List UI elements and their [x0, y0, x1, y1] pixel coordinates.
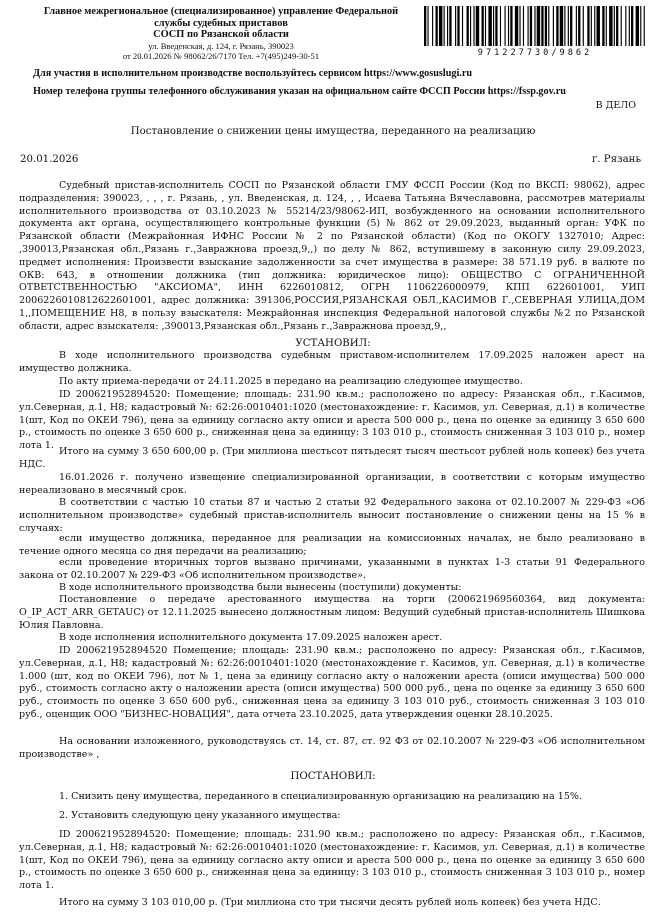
postanovil-heading: ПОСТАНОВИЛ:: [290, 771, 376, 782]
agency-name-line1: Главное межрегиональное (специализированное) управление Федеральной: [43, 6, 399, 17]
paragraph-arrest: В ходе исполнительного производства судебным приставом-исполнителем 17.09.2025 наложен арест на имущество должника.: [19, 350, 645, 374]
outgoing-number: от 20.01.2026 № 98062/26/7170 Тел. +7(495)249-30-51: [122, 50, 320, 61]
resolution-property-price: ID 200621952894520: Помещение; площадь: 231.90 кв.м.; расположено по адресу: Рязанская обл., г.Касимов, ул.Северная, д.1, Н8; кадастровый №: 62:26:0010401:1020 (местонахождение: г. Касимов, ул. Северная, д.1) в количестве 1(шт, Код по ОКЕИ 796), цена за единицу согласно акту описи и ареста 500 000 р., цена по оценке за единицу 3 650 600 р., стоимость по оценке 3 650 600 р., сниженная цена за единицу: 3 103 010 р., стоимость сниженная 3 103 010 р., номер лота 1.: [19, 829, 645, 892]
paragraph-notice-received: 16.01.2026 г. получено извещение специализированной организации, в соответствии с которым имущество нереализовано в месячный срок.: [19, 472, 645, 496]
to-file-stamp: В ДЕЛО: [595, 100, 636, 111]
paragraph-grounds: На основании изложенного, руководствуясь ст. 14, ст. 87, ст. 92 ФЗ от 02.10.2007 № 229-ФЗ «Об исполнительном производстве» ,: [19, 736, 645, 760]
paragraph-transfer-act: По акту приема-передачи от 24.11.2025 в передано на реализацию следующее имущество.: [59, 376, 523, 387]
resolution-item-2: 2. Установить следующую цену указанного имущества:: [59, 810, 341, 821]
barcode-number: 971227730/9862: [477, 48, 593, 58]
agency-address: ул. Введенская, д. 124, г. Рязань, 390023: [148, 40, 294, 51]
paragraph-property-item-2: ID 200621952894520 Помещение; площадь: 231.90 кв.м.; расположено по адресу: Рязанская обл., г.Касимов, ул.Северная, д.1, Н8; кадастровый №: 62:26:0010401:1020 (местонахождение г. Касимов, ул. Северная, д.1) в количестве 1.000 (шт, код по ОКЕИ 796), лот № 1, цена за единицу согласно акту о наложении ареста (описи имущества) 500 000 руб., стоимость согласно акту о наложении ареста (описи имущества) 500 000 руб., цена по оценке за единицу 3 650 600 руб., стоимость по оценке 3 650 600 руб., сниженная цена за единицу 3 103 010 руб., стоимость сниженная 3 103 010 руб., оценщик ООО "БИЗНЕС-НОВАЦИЯ", дата отчета 23.10.2025, дата утверждения оценки 28.10.2025.: [19, 645, 645, 720]
paragraph-legal-basis: В соответствии с частью 10 статьи 87 и частью 2 статьи 92 Федерального закона от 02.10.2007 № 229-ФЗ «Об исполнительном производстве» судебный пристав-исполнитель выносит постановление о снижении цены на 15 % в случаях:: [19, 497, 645, 534]
paragraph-total-before: Итого на сумму 3 650 600,00 р. (Три миллиона шестьсот пятьдесят тысяч шестьсот рублей ноль копеек) без учета НДС.: [19, 446, 645, 470]
resolution-item-1: 1. Снизить цену имущества, переданного в специализированную организацию на реализацию на 15%.: [59, 791, 583, 802]
document-city: г. Рязань: [591, 154, 641, 165]
paragraph-property-item: ID 200621952894520: Помещение; площадь: 231.90 кв.м.; расположено по адресу: Рязанская обл., г.Касимов, ул.Северная, д.1, Н8; кадастровый №: 62:26:0010401:1020 (местонахождение: г. Касимов, ул. Северная, д.1) в количестве 1(шт, Код по ОКЕИ 796), цена за единицу согласно акту описи и ареста 500 000 р., цена по оценке за единицу 3 650 600 р., стоимость по оценке 3 650 600 р., сниженная цена за единицу: 3 103 010 р., стоимость сниженная 3 103 010 р., номер лота 1.: [19, 389, 645, 452]
paragraph-auction-decree: Постановление о передаче арестованного имущества на торги (200621969560364, вид документа: O_IP_ACT_ARR_GETAUC) от 12.11.2025 вынесено должностным лицом: Ведущий судебный пристав-исполнитель Шишкова Юлия Павловна.: [19, 594, 645, 631]
paragraph-case-1: если имущество должника, переданное для реализации на комиссионных началах, не было реализовано в течение одного месяца со дня передачи на реализацию;: [19, 533, 645, 557]
intro-paragraph: Судебный пристав-исполнитель СОСП по Рязанской области ГМУ ФССП России (Код по ВКСП: 98062), адрес подразделения: 390023, , , , г. Рязань, , ул. Введенская, д. 124, , , Исаева Татьяна Вячеславовна, рассмотрев материалы исполнительного производства от 03.10.2023 № 55214/23/98062-ИП, возбужденного на основании исполнительного документа акт органа, осуществляющего контрольные функции (5) № 862 от 29.09.2023, выданный орган: УФК по Рязанской области (Межрайонная ИФНС России № 2 по Рязанской области) (Код по ОКОГУ 1327010; Адрес: ,390013,Рязанская обл.,Рязань г.,Завражнова проезд,9,,) по делу № 862, вступившему в законную силу 29.09.2023, предмет исполнения: Произвести взыскание задолженности за счет имущества в размере: 38 571.19 руб. в валюте по ОКВ: 643, в отношении должника (тип должника: юридическое лицо): ОБЩЕСТВО С ОГРАНИЧЕННОЙ ОТВЕТСТВЕННОСТЬЮ "АКСИОМА", ИНН 6226010812, ОГРН 1106226000979, КПП 622601001, УИП 2006226010812622601001, адрес должника: 391306,РОССИЯ,РЯЗАНСКАЯ ОБЛ.,КАСИМОВ Г.,СЕВЕРНАЯ УЛИЦА,ДОМ 1,,ПОМЕЩЕНИЕ Н8, в пользу взыскателя: Межрайонная инспекция Федеральной налоговой службы №2 по Рязанской области, адрес взыскателя: ,390013,Рязанская обл.,Рязань г.,Завражнова проезд,9,,: [19, 180, 645, 332]
document-date: 20.01.2026: [20, 154, 79, 165]
gosuslugi-notice: Для участия в исполнительном производстве воспользуйтесь сервисом https://www.gosuslugi.ru: [33, 68, 473, 79]
paragraph-case-2: если проведение вторичных торгов вызвано причинами, указанными в пунктах 1-3 статьи 91 Федерального закона от 02.10.2007 № 229-ФЗ «Об исполнительном производстве».: [19, 557, 645, 581]
agency-name-line2: службы судебных приставов: [154, 17, 288, 29]
document-title: Постановление о снижении цены имущества, переданного на реализацию: [130, 126, 536, 137]
phone-notice: Номер телефона группы телефонного обслуживания указан на официальном сайте ФССП России https://fssp.gov.ru: [33, 86, 566, 97]
resolution-total: Итого на сумму 3 103 010,00 р. (Три миллиона сто три тысячи десять рублей ноль копеек) без учета НДС.: [59, 897, 601, 908]
agency-header: [30, 6, 412, 61]
barcode-image: [424, 6, 646, 46]
paragraph-documents: В ходе исполнительного производства были вынесены (поступили) документы:: [59, 582, 462, 593]
paragraph-arrest-2: В ходе исполнения исполнительного документа 17.09.2025 наложен арест.: [59, 632, 443, 643]
agency-name-line3: СОСП по Рязанской области: [153, 29, 289, 41]
ustanovil-heading: УСТАНОВИЛ:: [295, 338, 371, 349]
